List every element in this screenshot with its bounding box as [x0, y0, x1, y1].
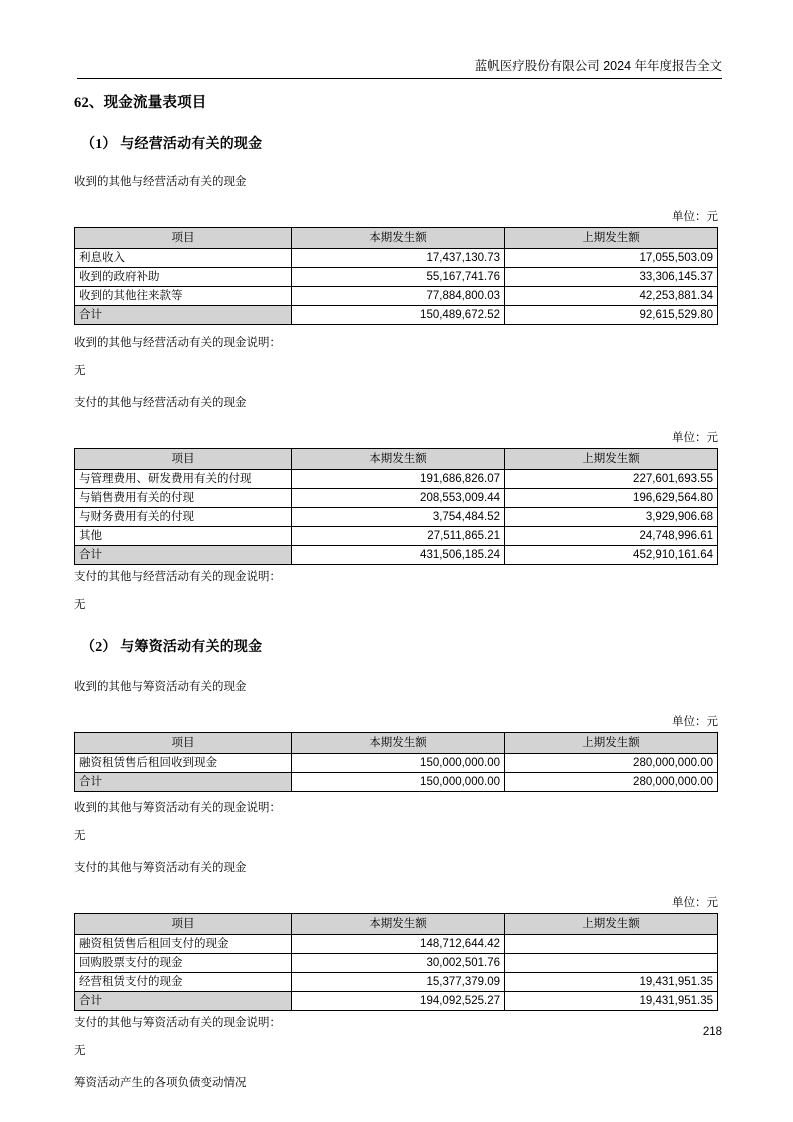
table-body-recv-fin [75, 754, 718, 792]
cell-previous: 42,253,881.34 [505, 287, 718, 306]
table-header-row [75, 733, 718, 754]
cell-item: 融资租赁售后租回收到现金 [75, 754, 292, 773]
note-received-financing: 收到的其他与筹资活动有关的现金说明： [74, 802, 281, 814]
cell-item: 经营租赁支付的现金 [75, 973, 292, 992]
unit-label-4: 单位：元 [672, 897, 718, 909]
cell-item: 合计 [75, 306, 292, 325]
cell-previous: 3,929,906.68 [505, 508, 718, 527]
table-row [75, 470, 718, 489]
table-body-paid-fin [75, 935, 718, 1011]
cell-item: 融资租赁售后租回支付的现金 [75, 935, 292, 954]
unit-label-1: 单位：元 [672, 211, 718, 223]
page-content [74, 92, 722, 1091]
note-paid-financing-value: 无 [74, 1045, 86, 1057]
table-received-operating-cash [74, 227, 718, 325]
cell-current: 17,437,130.73 [292, 249, 505, 268]
table-body-recv-op [75, 249, 718, 325]
intro-paid-operating: 支付的其他与经营活动有关的现金 [74, 397, 247, 409]
column-header-item: 项目 [75, 914, 292, 935]
table-row [75, 287, 718, 306]
column-header-item: 项目 [75, 449, 292, 470]
cell-previous: 19,431,951.35 [505, 973, 718, 992]
column-header-previous: 上期发生额 [505, 733, 718, 754]
table-row-total [75, 546, 718, 565]
cell-current: 208,553,009.44 [292, 489, 505, 508]
table-row [75, 249, 718, 268]
cell-item: 与财务费用有关的付现 [75, 508, 292, 527]
cell-current: 15,377,379.09 [292, 973, 505, 992]
header-divider [77, 78, 722, 79]
running-header: 蓝帆医疗股份有限公司 2024 年年度报告全文 [474, 59, 722, 73]
cell-item: 与管理费用、研发费用有关的付现 [75, 470, 292, 489]
unit-label-2: 单位：元 [672, 432, 718, 444]
cell-previous [505, 954, 718, 973]
note-paid-financing: 支付的其他与筹资活动有关的现金说明： [74, 1017, 281, 1029]
column-header-previous: 上期发生额 [505, 449, 718, 470]
column-header-item: 项目 [75, 228, 292, 249]
table-header-row [75, 914, 718, 935]
cell-current: 150,000,000.00 [292, 754, 505, 773]
table-row [75, 935, 718, 954]
table-body-paid-op [75, 470, 718, 565]
intro-received-operating: 收到的其他与经营活动有关的现金 [74, 176, 247, 188]
note-received-financing-value: 无 [74, 830, 86, 842]
subsection-heading-1: （1） 与经营活动有关的现金 [81, 137, 263, 152]
table-paid-operating-cash [74, 448, 718, 565]
note-received-operating: 收到的其他与经营活动有关的现金说明： [74, 337, 281, 349]
cell-item: 利息收入 [75, 249, 292, 268]
intro-received-financing: 收到的其他与筹资活动有关的现金 [74, 681, 247, 693]
cell-current: 3,754,484.52 [292, 508, 505, 527]
cell-previous: 280,000,000.00 [505, 773, 718, 792]
cell-item: 合计 [75, 546, 292, 565]
table-row [75, 508, 718, 527]
cell-current: 194,092,525.27 [292, 992, 505, 1011]
unit-label-3: 单位：元 [672, 716, 718, 728]
cell-current: 55,167,741.76 [292, 268, 505, 287]
column-header-current: 本期发生额 [292, 733, 505, 754]
table-row-total [75, 773, 718, 792]
section-heading-62: 62、现金流量表项目 [74, 95, 207, 111]
cell-previous: 280,000,000.00 [505, 754, 718, 773]
cell-item: 收到的政府补助 [75, 268, 292, 287]
cell-item: 回购股票支付的现金 [75, 954, 292, 973]
table-row-total [75, 992, 718, 1011]
cell-item: 合计 [75, 992, 292, 1011]
cell-previous: 24,748,996.61 [505, 527, 718, 546]
table-row [75, 527, 718, 546]
cell-previous: 33,306,145.37 [505, 268, 718, 287]
cell-previous: 19,431,951.35 [505, 992, 718, 1011]
note-paid-operating-value: 无 [74, 599, 86, 611]
cell-previous: 196,629,564.80 [505, 489, 718, 508]
table-row [75, 973, 718, 992]
cell-item: 收到的其他往来款等 [75, 287, 292, 306]
subsection-heading-2: （2） 与筹资活动有关的现金 [81, 640, 263, 655]
table-row [75, 489, 718, 508]
note-received-operating-value: 无 [74, 365, 86, 377]
cell-current: 77,884,800.03 [292, 287, 505, 306]
cell-current: 191,686,826.07 [292, 470, 505, 489]
column-header-item: 项目 [75, 733, 292, 754]
cell-previous: 92,615,529.80 [505, 306, 718, 325]
cell-current: 30,002,501.76 [292, 954, 505, 973]
table-paid-financing-cash [74, 913, 718, 1011]
column-header-previous: 上期发生额 [505, 914, 718, 935]
closing-paragraph: 筹资活动产生的各项负债变动情况 [74, 1077, 247, 1089]
column-header-previous: 上期发生额 [505, 228, 718, 249]
table-received-financing-cash [74, 732, 718, 792]
cell-current: 150,000,000.00 [292, 773, 505, 792]
cell-previous: 17,055,503.09 [505, 249, 718, 268]
cell-current: 148,712,644.42 [292, 935, 505, 954]
column-header-current: 本期发生额 [292, 914, 505, 935]
cell-previous [505, 935, 718, 954]
table-row [75, 268, 718, 287]
cell-previous: 227,601,693.55 [505, 470, 718, 489]
cell-current: 27,511,865.21 [292, 527, 505, 546]
cell-previous: 452,910,161.64 [505, 546, 718, 565]
table-header-row [75, 228, 718, 249]
table-row [75, 954, 718, 973]
cell-current: 150,489,672.52 [292, 306, 505, 325]
cell-item: 其他 [75, 527, 292, 546]
table-row-total [75, 306, 718, 325]
column-header-current: 本期发生额 [292, 449, 505, 470]
cell-item: 与销售费用有关的付现 [75, 489, 292, 508]
intro-paid-financing: 支付的其他与筹资活动有关的现金 [74, 862, 247, 874]
cell-item: 合计 [75, 773, 292, 792]
note-paid-operating: 支付的其他与经营活动有关的现金说明： [74, 571, 281, 583]
cell-current: 431,506,185.24 [292, 546, 505, 565]
table-header-row [75, 449, 718, 470]
page-number: 218 [702, 1026, 722, 1038]
table-row [75, 754, 718, 773]
column-header-current: 本期发生额 [292, 228, 505, 249]
